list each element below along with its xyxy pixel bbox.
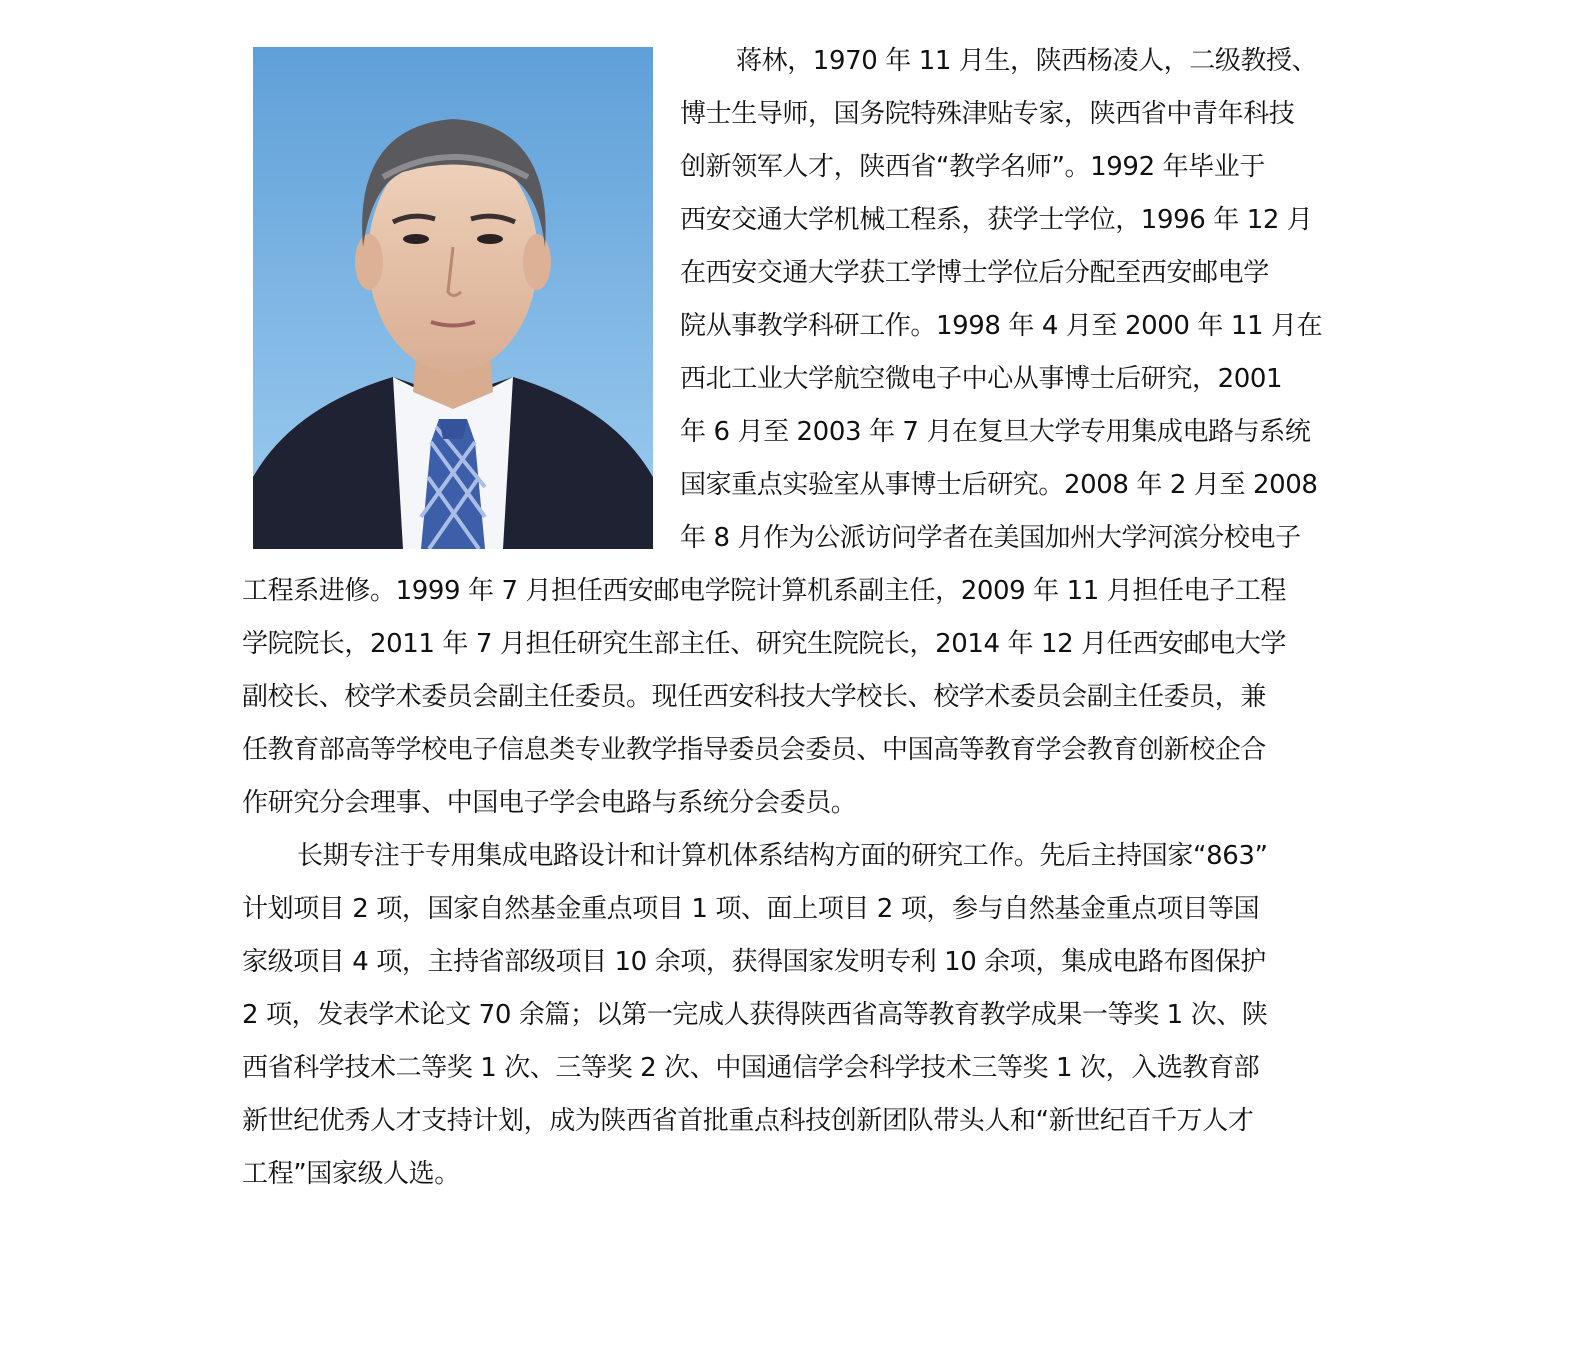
research-line-3: 家级项目 4 项，主持省部级项目 10 余项，获得国家发明专利 10 余项，集成电路布图保护	[242, 947, 1266, 977]
bio-line-12: 学院院长，2011 年 7 月担任研究生部主任、研究生院院长，2014 年 12 月任西安邮电大学	[242, 629, 1286, 659]
bio-line-10: 年 8 月作为公派访问学者在美国加州大学河滨分校电子	[680, 523, 1301, 553]
bio-line-4: 西安交通大学机械工程系，获学士学位，1996 年 12 月	[680, 205, 1313, 235]
research-line-1: 长期专注于专用集成电路设计和计算机体系结构方面的研究工作。先后主持国家“863”	[297, 841, 1268, 871]
bio-line-8: 年 6 月至 2003 年 7 月在复旦大学专用集成电路与系统	[680, 417, 1311, 447]
bio-line-6: 院从事教学科研工作。1998 年 4 月至 2000 年 11 月在	[680, 311, 1323, 341]
portrait-photo	[253, 47, 653, 549]
research-line-2: 计划项目 2 项，国家自然基金重点项目 1 项、面上项目 2 项，参与自然基金重点项目等国	[242, 894, 1260, 924]
bio-line-1: 蒋林，1970 年 11 月生，陕西杨凌人，二级教授、	[736, 46, 1318, 76]
bio-line-15: 作研究分会理事、中国电子学会电路与系统分会委员。	[242, 788, 857, 818]
bio-line-3: 创新领军人才，陕西省“教学名师”。1992 年毕业于	[680, 152, 1265, 182]
bio-line-7: 西北工业大学航空微电子中心从事博士后研究，2001	[680, 364, 1283, 394]
bio-line-5: 在西安交通大学获工学博士学位后分配至西安邮电学	[680, 258, 1269, 288]
bio-line-9: 国家重点实验室从事博士后研究。2008 年 2 月至 2008	[680, 470, 1318, 500]
research-line-5: 西省科学技术二等奖 1 次、三等奖 2 次、中国通信学会科学技术三等奖 1 次，入选教育部	[242, 1053, 1260, 1083]
bio-line-11: 工程系进修。1999 年 7 月担任西安邮电学院计算机系副主任，2009 年 11 月担任电子工程	[242, 576, 1286, 606]
bio-line-2: 博士生导师，国务院特殊津贴专家，陕西省中青年科技	[680, 99, 1295, 129]
research-line-7: 工程”国家级人选。	[242, 1159, 460, 1189]
research-line-6: 新世纪优秀人才支持计划，成为陕西省首批重点科技创新团队带头人和“新世纪百千万人才	[242, 1106, 1254, 1136]
portrait-illustration	[253, 47, 653, 549]
research-line-4: 2 项，发表学术论文 70 余篇；以第一完成人获得陕西省高等教育教学成果一等奖 1 次、陕	[242, 1000, 1268, 1030]
bio-line-13: 副校长、校学术委员会副主任委员。现任西安科技大学校长、校学术委员会副主任委员，兼	[242, 682, 1267, 712]
bio-line-14: 任教育部高等学校电子信息类专业教学指导委员会委员、中国高等教育学会教育创新校企合	[242, 735, 1267, 765]
